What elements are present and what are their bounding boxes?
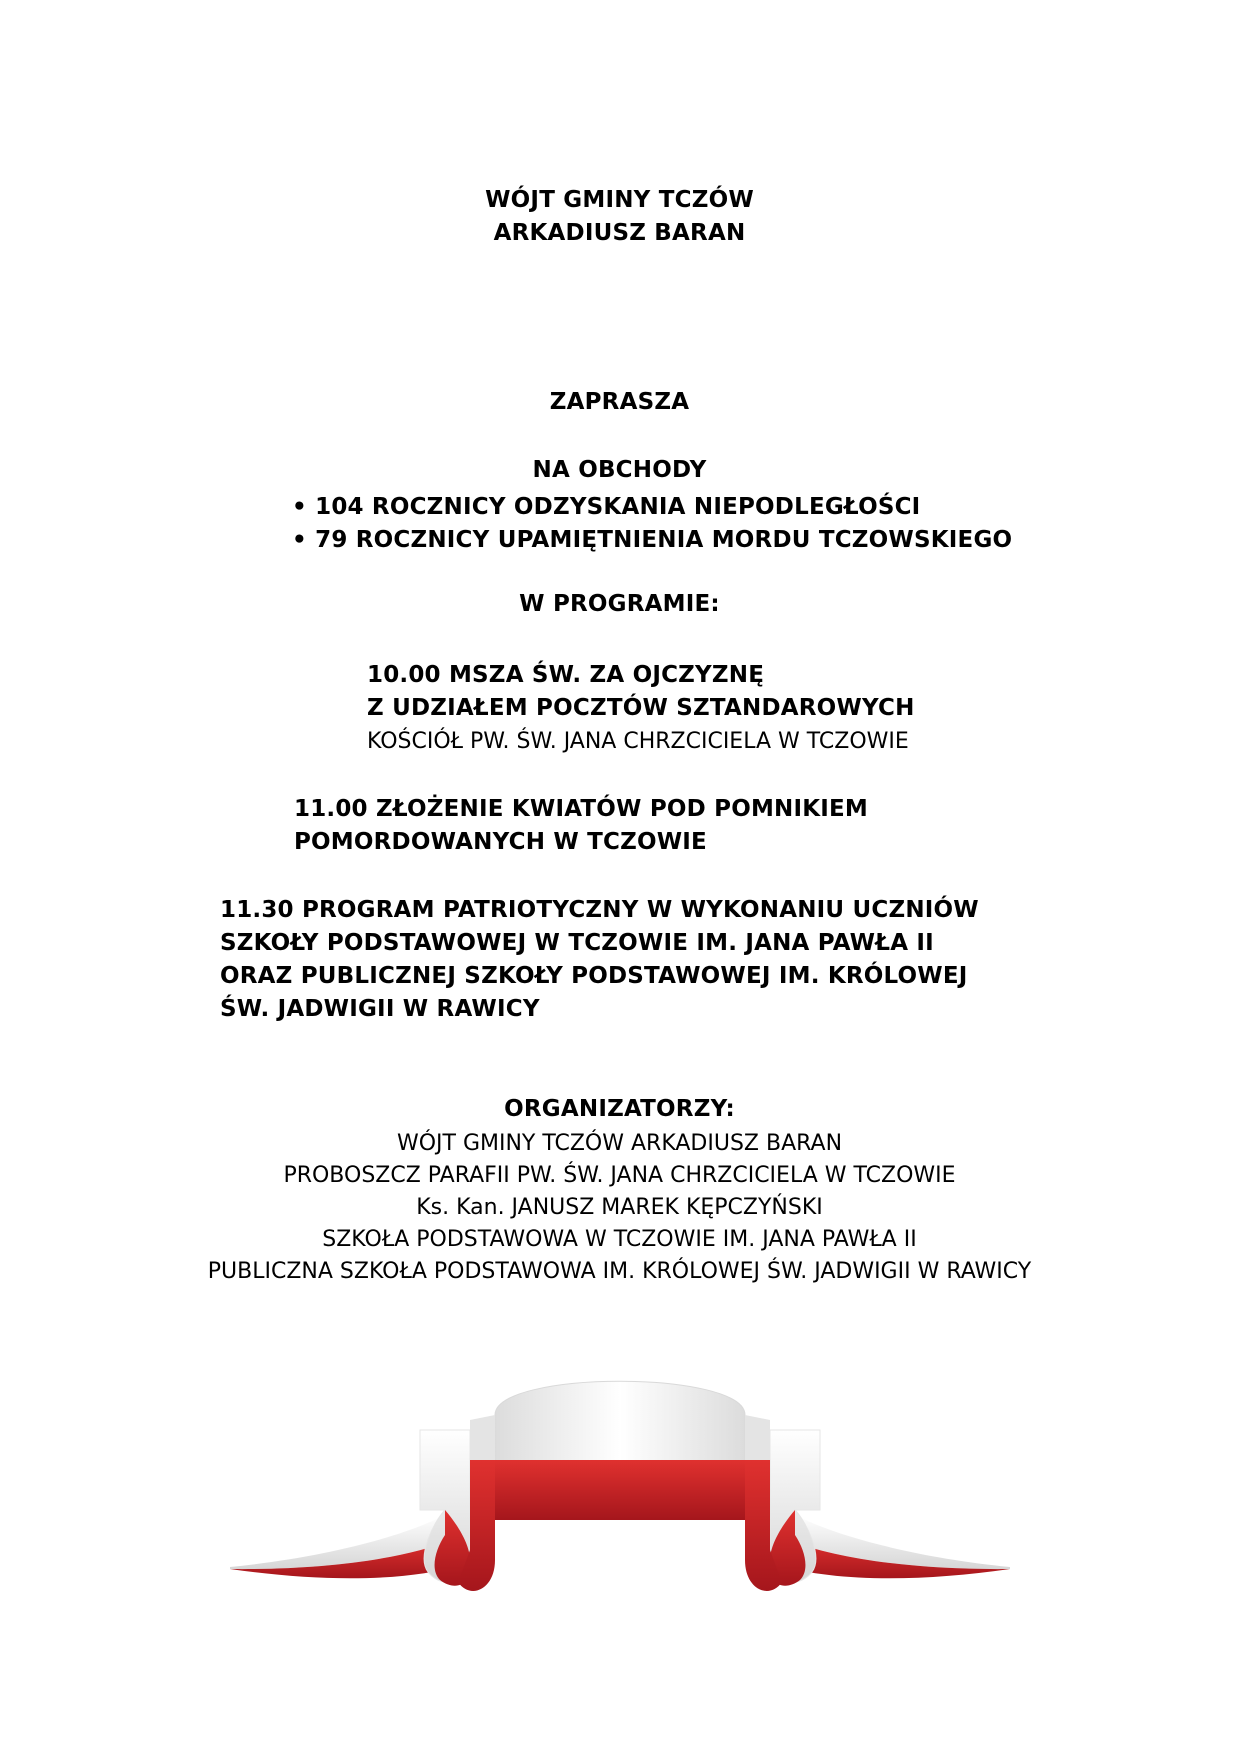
program-heading: W PROGRAMIE: [519, 591, 720, 617]
event-time-title: 11.00 ZŁOŻENIE KWIATÓW POD POMNIKIEM [294, 796, 869, 822]
invite-subtitle: NA OBCHODY [532, 457, 707, 483]
list-item: • 79 ROCZNICY UPAMIĘTNIENIA MORDU TCZOWSKIEGO [292, 524, 1012, 557]
event-detail: POMORDOWANYCH W TCZOWIE [294, 829, 707, 855]
header [0, 184, 1239, 250]
program-event-1 [367, 659, 915, 758]
program-event-3 [220, 894, 979, 1026]
header-title: WÓJT GMINY TCZÓW [485, 187, 754, 213]
organizer-item: PUBLICZNA SZKOŁA PODSTAWOWA IM. KRÓLOWEJ ŚW. JADWIGII W RAWICY [207, 1259, 1032, 1284]
event-time-title: 10.00 MSZA ŚW. ZA OJCZYZNĘ [367, 662, 765, 688]
organizers-heading: ORGANIZATORZY: [504, 1096, 735, 1122]
header-name: ARKADIUSZ BARAN [493, 220, 746, 246]
event-detail: ORAZ PUBLICZNEJ SZKOŁY PODSTAWOWEJ IM. KRÓLOWEJ [220, 963, 968, 989]
anniversary-list [292, 491, 1012, 557]
organizer-item: PROBOSZCZ PARAFII PW. ŚW. JANA CHRZCICIELA W TCZOWIE [283, 1163, 956, 1188]
program-event-2 [294, 793, 868, 859]
event-detail: SZKOŁY PODSTAWOWEJ W TCZOWIE IM. JANA PAWŁA II [220, 930, 934, 956]
organizer-item: Ks. Kan. JANUSZ MAREK KĘPCZYŃSKI [416, 1195, 823, 1220]
organizer-item: SZKOŁA PODSTAWOWA W TCZOWIE IM. JANA PAWŁA II [322, 1227, 917, 1252]
event-location: KOŚCIÓŁ PW. ŚW. JANA CHRZCICIELA W TCZOWIE [367, 729, 909, 754]
event-time-title: 11.30 PROGRAM PATRIOTYCZNY W WYKONANIU UCZNIÓW [220, 897, 979, 923]
event-detail: Z UDZIAŁEM POCZTÓW SZTANDAROWYCH [367, 695, 915, 721]
polish-flag-ribbon-icon [230, 1360, 1010, 1610]
list-item: • 104 ROCZNICY ODZYSKANIA NIEPODLEGŁOŚCI [292, 491, 1012, 524]
organizer-item: WÓJT GMINY TCZÓW ARKADIUSZ BARAN [396, 1131, 843, 1156]
event-detail: ŚW. JADWIGII W RAWICY [220, 996, 540, 1022]
invite-word: ZAPRASZA [549, 389, 690, 415]
organizers-list [0, 1128, 1239, 1288]
